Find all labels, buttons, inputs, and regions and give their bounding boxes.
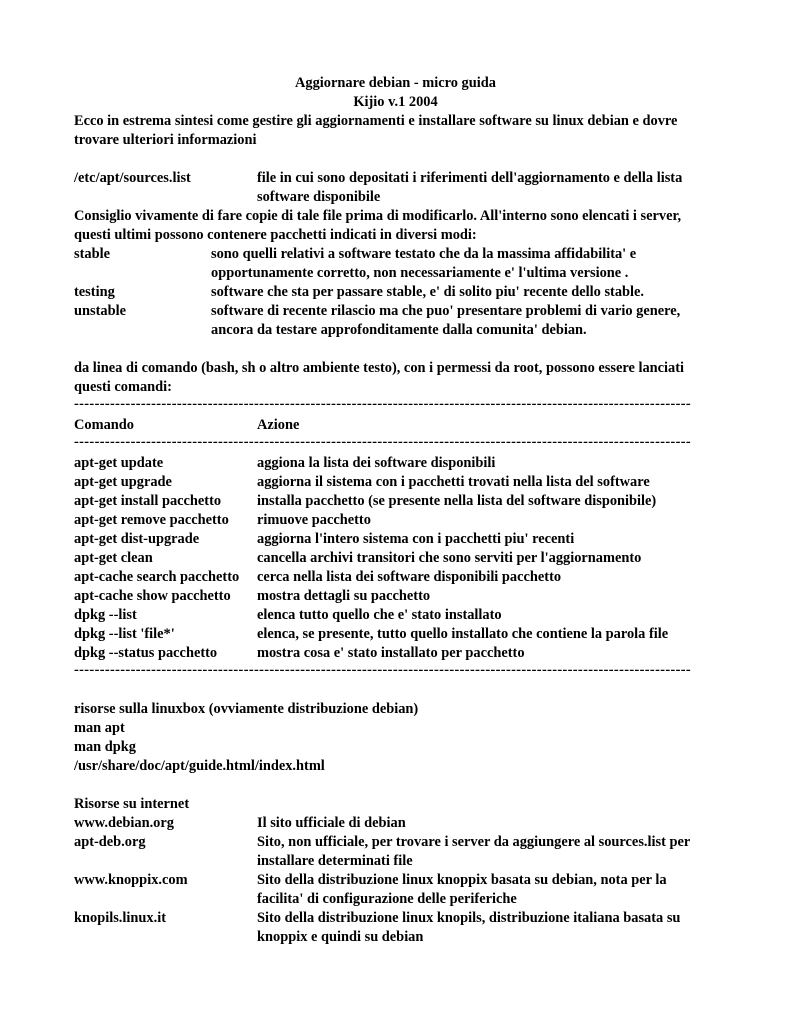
- table-row-command: apt-cache search pacchetto: [74, 569, 240, 585]
- local-resource-item: /usr/share/doc/apt/guide.html/index.html: [74, 758, 325, 774]
- internet-resources-heading: Risorse su internet: [74, 796, 190, 812]
- table-row-command: apt-get update: [74, 455, 164, 471]
- branch-name-testing: testing: [74, 284, 115, 300]
- advice-line: Consiglio vivamente di fare copie di tale file prima di modificarlo. All'interno sono elencati i server,: [74, 208, 682, 224]
- commands-intro-line: da linea di comando (bash, sh o altro ambiente testo), con i permessi da root, possono essere lanciati: [74, 360, 685, 376]
- internet-site-description: facilita' di configurazione delle periferiche: [257, 891, 517, 907]
- table-row-action: rimuove pacchetto: [257, 512, 371, 528]
- table-row-action: elenca, se presente, tutto quello installato che contiene la parola file: [257, 626, 669, 642]
- branch-description: ancora da testare approfonditamente dalla comunita' debian.: [211, 322, 587, 338]
- table-row-action: elenca tutto quello che e' stato installato: [257, 607, 502, 623]
- internet-site-description: Il sito ufficiale di debian: [257, 815, 406, 831]
- table-row-action: aggiorna l'intero sistema con i pacchetti piu' recenti: [257, 531, 575, 547]
- table-row-command: apt-get dist-upgrade: [74, 531, 200, 547]
- table-row-command: apt-cache show pacchetto: [74, 588, 231, 604]
- table-row-command: dpkg --list: [74, 607, 137, 623]
- internet-site-description: Sito della distribuzione linux knoppix basata su debian, nota per la: [257, 872, 667, 888]
- branch-description: sono quelli relativi a software testato che da la massima affidabilita' e: [211, 246, 637, 262]
- local-resources-heading: risorse sulla linuxbox (ovviamente distribuzione debian): [74, 701, 419, 717]
- intro-line: Ecco in estrema sintesi come gestire gli aggiornamenti e installare software su linux debian e dovre: [74, 113, 678, 129]
- table-row-command: apt-get remove pacchetto: [74, 512, 229, 528]
- advice-line: questi ultimi possono contenere pacchetti indicati in diversi modi:: [74, 227, 477, 243]
- table-row-action: cancella archivi transitori che sono serviti per l'aggiornamento: [257, 550, 642, 566]
- internet-site: www.knoppix.com: [74, 872, 188, 888]
- branch-description: software che sta per passare stable, e' di solito piu' recente dello stable.: [211, 284, 645, 300]
- table-row-command: dpkg --list 'file*': [74, 626, 175, 642]
- table-separator-bottom: ------------------------------------------------------------------------------------------------------------------------: [74, 662, 692, 678]
- table-row-action: installa pacchetto (se presente nella lista del software disponibile): [257, 493, 657, 509]
- sources-list-description: software disponibile: [257, 189, 381, 205]
- internet-site-description: installare determinati file: [257, 853, 413, 869]
- internet-site: apt-deb.org: [74, 834, 146, 850]
- document-subtitle: Kijio v.1 2004: [353, 94, 438, 110]
- table-row-command: apt-get upgrade: [74, 474, 172, 490]
- table-row-action: mostra dettagli su pacchetto: [257, 588, 431, 604]
- table-row-action: aggiorna il sistema con i pacchetti trovati nella lista del software: [257, 474, 650, 490]
- internet-site: www.debian.org: [74, 815, 174, 831]
- branch-description: software di recente rilascio ma che puo' presentare problemi di vario genere,: [211, 303, 681, 319]
- intro-line: trovare ulteriori informazioni: [74, 132, 257, 148]
- sources-list-description: file in cui sono depositati i riferimenti dell'aggiornamento e della lista: [257, 170, 683, 186]
- table-row-action: aggiona la lista dei software disponibili: [257, 455, 496, 471]
- branch-name-stable: stable: [74, 246, 110, 262]
- table-separator-top: ------------------------------------------------------------------------------------------------------------------------: [74, 396, 692, 412]
- table-separator-header: ------------------------------------------------------------------------------------------------------------------------: [74, 434, 692, 450]
- sources-list-path: /etc/apt/sources.list: [74, 170, 191, 186]
- internet-site-description: Sito, non ufficiale, per trovare i server da aggiungere al sources.list per: [257, 834, 691, 850]
- table-header-command: Comando: [74, 417, 134, 433]
- branch-description: opportunamente corretto, non necessariamente e' l'ultima versione .: [211, 265, 629, 281]
- table-row-action: cerca nella lista dei software disponibili pacchetto: [257, 569, 562, 585]
- internet-site-description: knoppix e quindi su debian: [257, 929, 424, 945]
- branch-name-unstable: unstable: [74, 303, 126, 319]
- table-row-command: apt-get clean: [74, 550, 153, 566]
- table-row-command: apt-get install pacchetto: [74, 493, 222, 509]
- document-title: Aggiornare debian - micro guida: [295, 75, 496, 91]
- commands-intro-line: questi comandi:: [74, 379, 172, 395]
- table-row-command: dpkg --status pacchetto: [74, 645, 218, 661]
- table-row-action: mostra cosa e' stato installato per pacchetto: [257, 645, 525, 661]
- internet-site-description: Sito della distribuzione linux knopils, distribuzione italiana basata su: [257, 910, 681, 926]
- internet-site: knopils.linux.it: [74, 910, 166, 926]
- table-header-action: Azione: [257, 417, 300, 433]
- local-resource-item: man apt: [74, 720, 125, 736]
- local-resource-item: man dpkg: [74, 739, 136, 755]
